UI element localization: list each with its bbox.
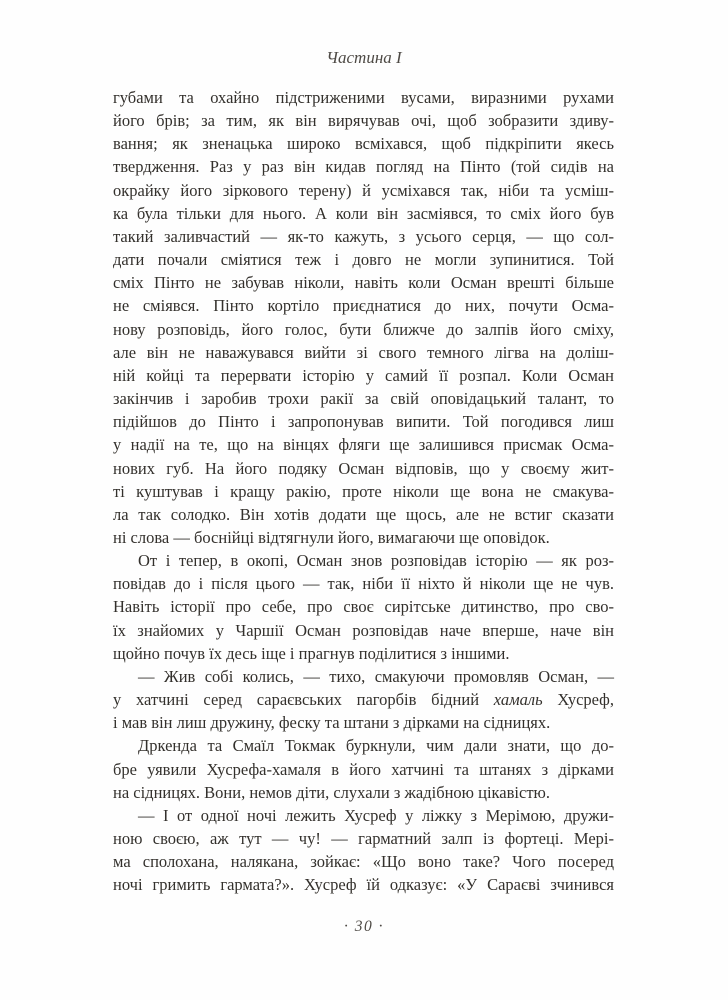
text-line: їх знайомих у Чаршії Осман розповідав наче вперше, наче він xyxy=(113,620,614,640)
text-line: губами та охайно підстриженими вусами, виразними рухами xyxy=(113,88,614,107)
text-line: нову розповідь, його голос, бути ближче до залпів його сміху, xyxy=(113,319,614,339)
text-line: не сміявся. Пінто кортіло приєднатися до них, почути Осма- xyxy=(113,296,614,316)
text-line: повідав до і після цього — так, ніби її ніхто й ніколи ще не чув. xyxy=(113,574,614,594)
text-line: закінчив і заробив трохи ракії за свій оповідацький талант, то xyxy=(113,389,614,409)
text-line: ній койці та перервати історію у самий її розпал. Коли Осман xyxy=(113,365,614,385)
italic-term: хамаль xyxy=(493,690,543,710)
text-line: його брів; за тим, як він вирячував очі, щоб зобразити здиву- xyxy=(113,111,614,131)
paragraph xyxy=(113,734,614,803)
text-line: — Жив собі колись, — тихо, смакуючи промовляв Осман, — xyxy=(138,666,614,686)
text-line: твердження. Раз у раз він кидав погляд на Пінто (той сидів на xyxy=(113,157,614,177)
text-line: такий заливчастий — як-то кажуть, з усього серця, — що сол- xyxy=(113,226,614,246)
text-line: щойно почув їх десь іще і прагнув поділитися з іншими. xyxy=(113,643,510,663)
chapter-header: Частина I xyxy=(326,48,402,67)
paragraph xyxy=(113,804,614,897)
text-line: От і тепер, в окопі, Осман знов розповідав історію — як роз- xyxy=(138,551,614,571)
text-line: Навіть історії про себе, про своє сирітське дитинство, про сво- xyxy=(113,597,614,617)
text-line: дати почали сміятися теж і довго не могли зупинитися. Той xyxy=(113,250,614,270)
text-line: ною своєю, аж тут — чу! — гарматний залп із фортеці. Мері- xyxy=(113,829,614,848)
text-line: ночі гримить гармата?». Хусреф їй одказує: «У Сараєві зчинився xyxy=(113,875,614,895)
text-line: підійшов до Пінто і запропонував випити. Той погодився лиш xyxy=(113,412,614,432)
text-line: у надії на те, що на вінцях фляги ще залишився присмак Осма- xyxy=(113,435,614,455)
text-line: Дркенда та Смаїл Токмак буркнули, чим дали знати, що до- xyxy=(138,736,614,756)
page-number: · 30 · xyxy=(344,918,384,935)
text-line: у хатчині серед сараєвських пагорбів бідний хамаль Хусреф, xyxy=(113,690,614,710)
text-line: нових губ. На його подяку Осман відповів, що у своєму жит- xyxy=(113,458,614,478)
paragraph xyxy=(113,665,614,734)
text-line: ті куштував і кращу ракію, проте ніколи ще вона не смакува- xyxy=(113,481,614,501)
text-line: бре уявили Хусрефа-хамаля в його хатчині та штанях з дірками xyxy=(113,759,614,779)
text-line: вання; як зненацька широко всміхався, щоб підкріпити якесь xyxy=(113,134,614,154)
text-line: ка була тільки для нього. А коли він засміявся, то сміх його був xyxy=(113,203,614,223)
body-text xyxy=(113,86,614,896)
text-line: ма сполохана, налякана, зойкає: «Що воно таке? Чого посеред xyxy=(113,852,614,872)
text-line: сміх Пінто не забував ніколи, навіть коли Осман врешті більше xyxy=(113,273,614,293)
paragraph xyxy=(113,549,614,665)
paragraph xyxy=(113,86,614,549)
text-line: ла так солодко. Він хотів додати ще щось, але не встиг сказати xyxy=(113,504,614,524)
text-line: окрайку його зіркового терену) й усміхався так, ніби та усміш- xyxy=(113,180,614,200)
text-line: але він не наважувався вийти зі свого темного лігва на доліш- xyxy=(113,342,614,362)
text-line: — І от одної ночі лежить Хусреф у ліжку з Мерімою, дружи- xyxy=(138,805,614,825)
text-line: і мав він лиш дружину, феску та штани з дірками на сідницях. xyxy=(113,713,551,733)
text-line: на сідницях. Вони, немов діти, слухали з жадібною цікавістю. xyxy=(113,782,550,802)
text-line: ні слова — боснійці відтягнули його, вимагаючи ще оповідок. xyxy=(113,527,550,547)
